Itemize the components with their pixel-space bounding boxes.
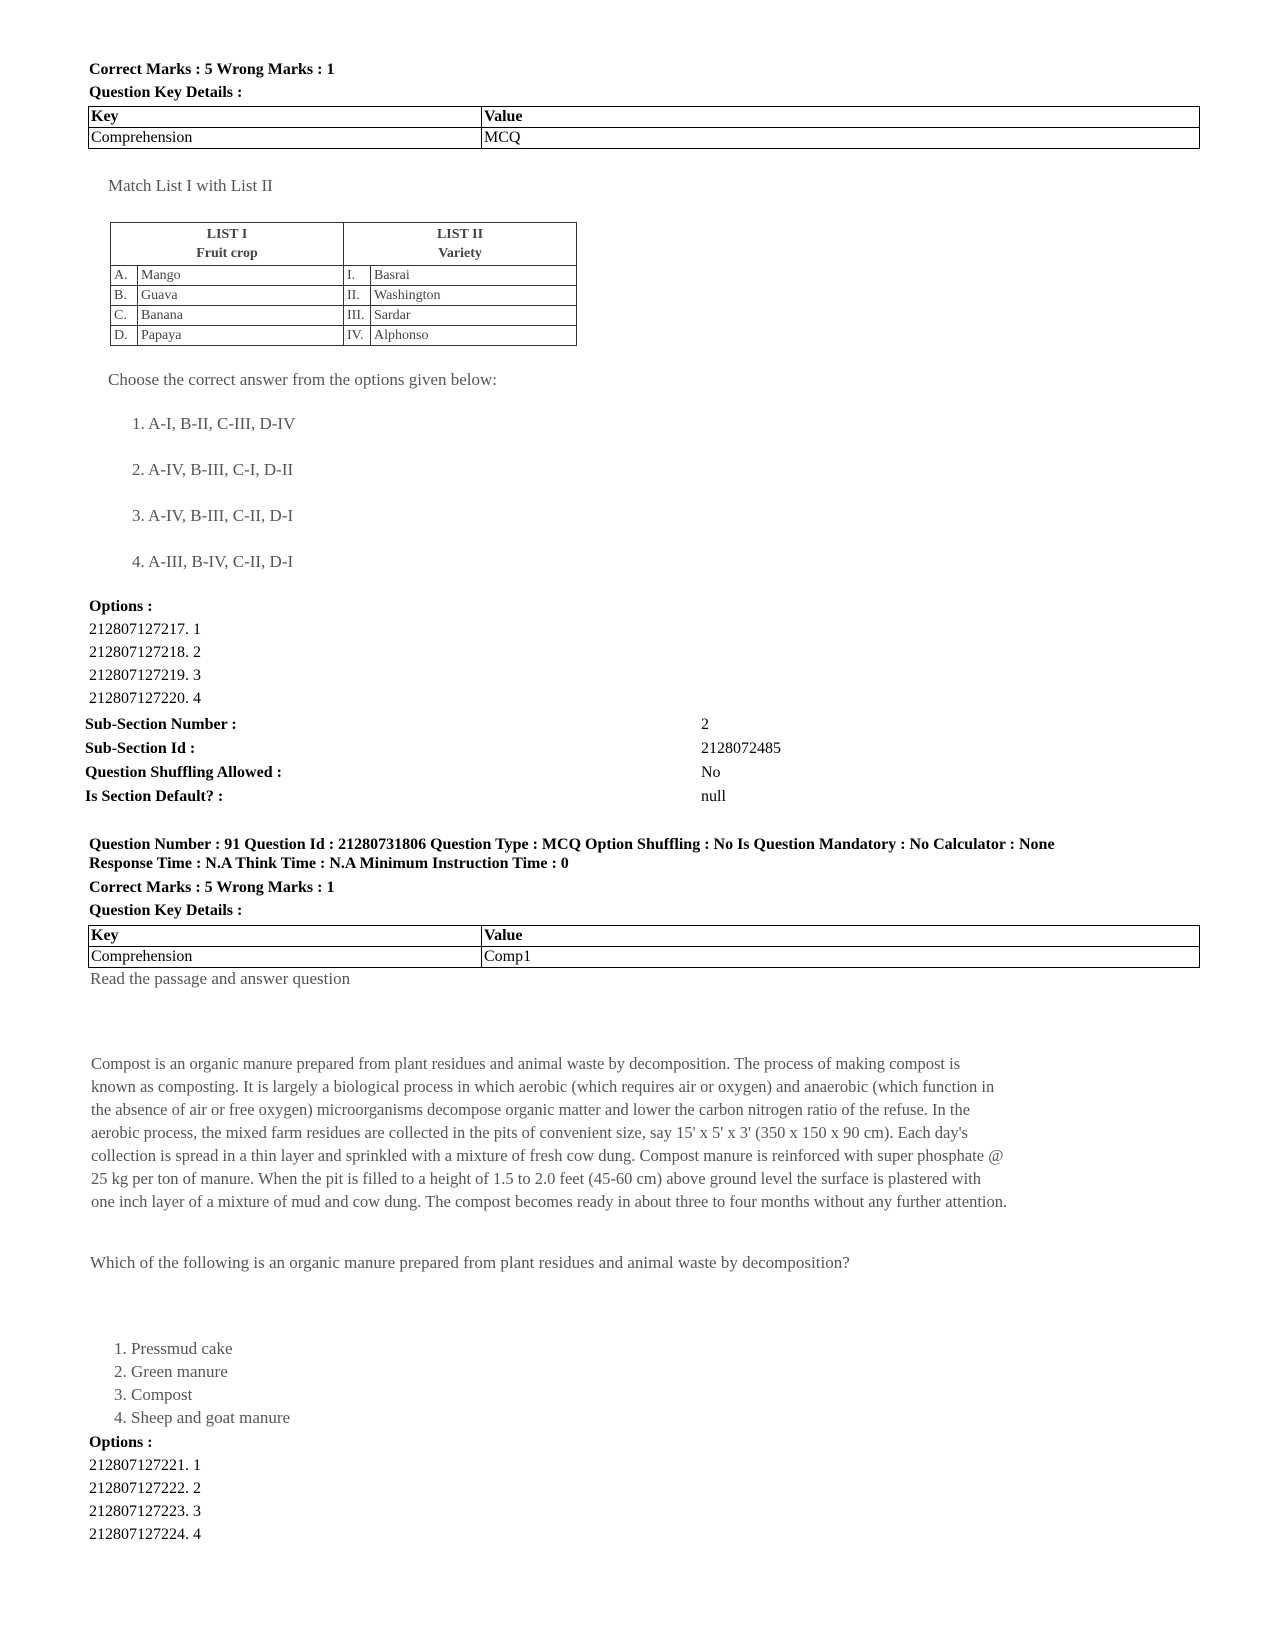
q1-instruction: Match List I with List II [108,176,273,195]
list1-letter: B. [111,286,138,306]
list2-item: Basrai [371,266,577,286]
section-default-label: Is Section Default? : [85,788,224,805]
match-row [111,266,577,286]
q2-question-text: Which of the following is an organic manure prepared from plant residues and animal waste by decomposition? [90,1253,850,1272]
q2-header-line1: Question Number : 91 Question Id : 21280731806 Question Type : MCQ Option Shuffling : No Is Question Mandatory : No Calculator : None [89,836,1055,853]
q2-passage [91,1052,1201,1213]
answer-option: 2. Green manure [114,1362,228,1381]
option-id: 212807127221. 1 [89,1457,201,1474]
subsection-number-value: 2 [701,716,709,733]
list1-letter: A. [111,266,138,286]
passage-line: aerobic process, the mixed farm residues are collected in the pits of convenient size, say 15' x 5' x 3' (350 x 150 x 90 cm). Each day's [91,1123,968,1142]
list1-letter: D. [111,326,138,346]
q1-key-details-label: Question Key Details : [89,84,243,101]
section-default-value: null [701,788,726,805]
q1-choose-text: Choose the correct answer from the options given below: [108,370,498,389]
list1-header [111,223,344,266]
subsection-id-label: Sub-Section Id : [85,740,196,757]
key-cell: Comprehension [89,128,482,149]
question-shuffling-label: Question Shuffling Allowed : [85,764,282,781]
section-default-row [85,785,1185,809]
passage-line: known as composting. It is largely a biological process in which aerobic (which requires air or oxygen) and anaerobic (which function in [91,1077,995,1096]
option-id: 212807127218. 2 [89,644,201,661]
table-header-row [89,107,1200,128]
table-header-row [89,926,1200,947]
subsection-number-label: Sub-Section Number : [85,716,237,733]
option-id: 212807127217. 1 [89,621,201,638]
answer-option: 2. A-IV, B-III, C-I, D-II [132,460,294,479]
q2-answer-options [114,1339,290,1431]
list1-item: Papaya [138,326,344,346]
key-header: Key [89,926,482,947]
q2-options-label: Options : [89,1434,153,1451]
key-cell: Comprehension [89,947,482,968]
answer-option: 3. A-IV, B-III, C-II, D-I [132,506,294,525]
q2-read-text: Read the passage and answer question [90,969,351,988]
list2-item: Alphonso [371,326,577,346]
list2-item: Sardar [371,306,577,326]
match-row [111,286,577,306]
table-row [89,128,1200,149]
answer-option: 4. Sheep and goat manure [114,1408,291,1427]
list2-numeral: III. [344,306,371,326]
passage-line: 25 kg per ton of manure. When the pit is filled to a height of 1.5 to 2.0 feet (45-60 cm) above ground level the surface is plastered with [91,1169,981,1188]
q2-key-table [88,925,1200,968]
list1-letter: C. [111,306,138,326]
key-header: Key [89,107,482,128]
list2-numeral: II. [344,286,371,306]
passage-line: collection is spread in a thin layer and sprinkled with a mixture of fresh cow dung. Compost manure is reinforced with super phosphate @ [91,1146,1004,1165]
list2-item: Washington [371,286,577,306]
list2-numeral: IV. [344,326,371,346]
q1-marks: Correct Marks : 5 Wrong Marks : 1 [89,61,335,78]
q1-answer-options [132,414,295,598]
answer-option: 1. A-I, B-II, C-III, D-IV [132,414,296,433]
option-id: 212807127219. 3 [89,667,201,684]
list2-header [344,223,577,266]
list2-title: LIST II [436,227,484,242]
subsection-number-row [85,713,1185,737]
value-cell: MCQ [482,128,1200,149]
match-table-header [111,223,577,266]
answer-option: 1. Pressmud cake [114,1339,233,1358]
q2-marks: Correct Marks : 5 Wrong Marks : 1 [89,879,335,896]
answer-option: 3. Compost [114,1385,193,1404]
list1-item: Mango [138,266,344,286]
passage-line: one inch layer of a mixture of mud and cow dung. The compost becomes ready in about three to four months without any further attention. [91,1192,1008,1211]
subsection-id-value: 2128072485 [701,740,781,757]
list1-title: LIST I [206,227,248,242]
option-id: 212807127222. 2 [89,1480,201,1497]
list1-subtitle: Fruit crop [196,246,258,261]
match-row [111,306,577,326]
value-header: Value [482,107,1200,128]
passage-line: Compost is an organic manure prepared from plant residues and animal waste by decomposition. The process of making compost is [91,1054,961,1073]
question-shuffling-value: No [701,764,721,781]
option-id: 212807127224. 4 [89,1526,201,1543]
option-id: 212807127223. 3 [89,1503,201,1520]
q1-options-label: Options : [89,598,153,615]
match-row [111,326,577,346]
q2-header-line2: Response Time : N.A Think Time : N.A Minimum Instruction Time : 0 [89,855,569,872]
q2-key-details-label: Question Key Details : [89,902,243,919]
list1-item: Guava [138,286,344,306]
value-header: Value [482,926,1200,947]
option-id: 212807127220. 4 [89,690,201,707]
passage-line: the absence of air or free oxygen) microorganisms decompose organic matter and lower the carbon nitrogen ratio of the refuse. In the [91,1100,971,1119]
list2-subtitle: Variety [438,246,482,261]
table-row [89,947,1200,968]
q1-key-table [88,106,1200,149]
list1-item: Banana [138,306,344,326]
subsection-id-row [85,737,1185,761]
question-shuffling-row [85,761,1185,785]
answer-option: 4. A-III, B-IV, C-II, D-I [132,552,294,571]
match-table [110,222,577,346]
list2-numeral: I. [344,266,371,286]
value-cell: Comp1 [482,947,1200,968]
